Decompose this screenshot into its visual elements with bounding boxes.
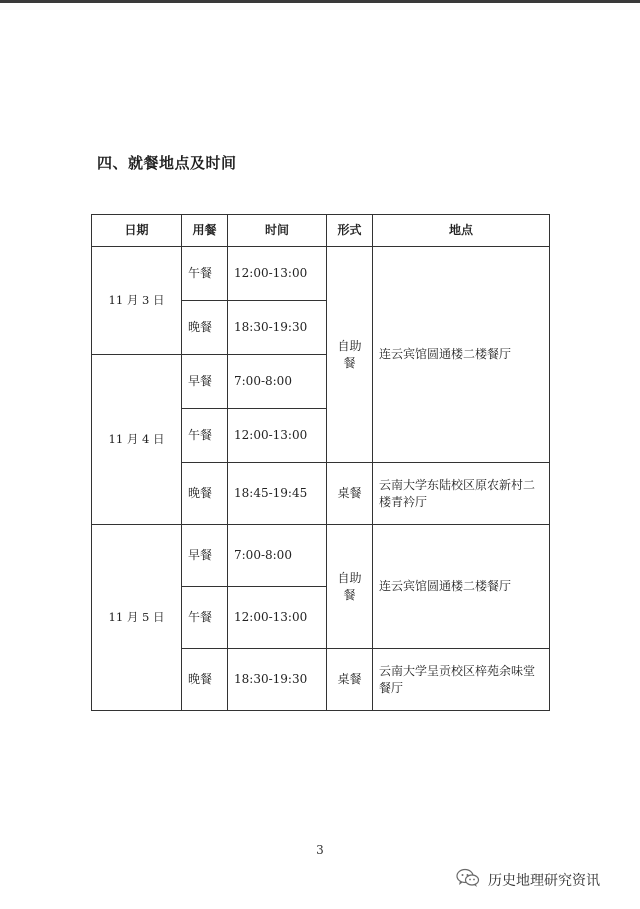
place-cell: 连云宾馆圆通楼二楼餐厅 [373, 247, 550, 463]
meal-cell: 早餐 [182, 525, 228, 587]
time-cell: 7:00-8:00 [228, 525, 327, 587]
meal-cell: 晚餐 [182, 463, 228, 525]
time-cell: 18:30-19:30 [228, 301, 327, 355]
wechat-icon [456, 868, 480, 892]
date-cell: 11 月 5 日 [92, 525, 182, 711]
time-cell: 12:00-13:00 [228, 409, 327, 463]
date-cell: 11 月 4 日 [92, 355, 182, 525]
section-heading: 四、就餐地点及时间 [97, 154, 237, 172]
date-cell: 11 月 3 日 [92, 247, 182, 355]
format-cell: 自助餐 [327, 247, 373, 463]
format-cell: 自助餐 [327, 525, 373, 649]
meal-cell: 晚餐 [182, 649, 228, 711]
time-cell: 12:00-13:00 [228, 587, 327, 649]
place-cell: 连云宾馆圆通楼二楼餐厅 [373, 525, 550, 649]
time-cell: 18:45-19:45 [228, 463, 327, 525]
dining-schedule-table [91, 214, 550, 711]
format-cell: 桌餐 [327, 649, 373, 711]
header-time: 时间 [228, 215, 327, 247]
meal-cell: 晚餐 [182, 301, 228, 355]
meal-cell: 早餐 [182, 355, 228, 409]
time-cell: 12:00-13:00 [228, 247, 327, 301]
format-cell: 桌餐 [327, 463, 373, 525]
header-place: 地点 [373, 215, 550, 247]
time-cell: 7:00-8:00 [228, 355, 327, 409]
watermark-text: 历史地理研究资讯 [488, 873, 600, 889]
meal-cell: 午餐 [182, 247, 228, 301]
header-date: 日期 [92, 215, 182, 247]
meal-cell: 午餐 [182, 587, 228, 649]
header-format: 形式 [327, 215, 373, 247]
page-number: 3 [316, 843, 324, 857]
table-row [92, 525, 550, 587]
place-cell: 云南大学东陆校区原农新村二楼青衿厅 [373, 463, 550, 525]
page-top-border [0, 0, 640, 3]
source-watermark [456, 868, 600, 892]
time-cell: 18:30-19:30 [228, 649, 327, 711]
place-cell: 云南大学呈贡校区梓苑余味堂餐厅 [373, 649, 550, 711]
table-row [92, 247, 550, 301]
table-header-row [92, 215, 550, 247]
meal-cell: 午餐 [182, 409, 228, 463]
header-meal: 用餐 [182, 215, 228, 247]
